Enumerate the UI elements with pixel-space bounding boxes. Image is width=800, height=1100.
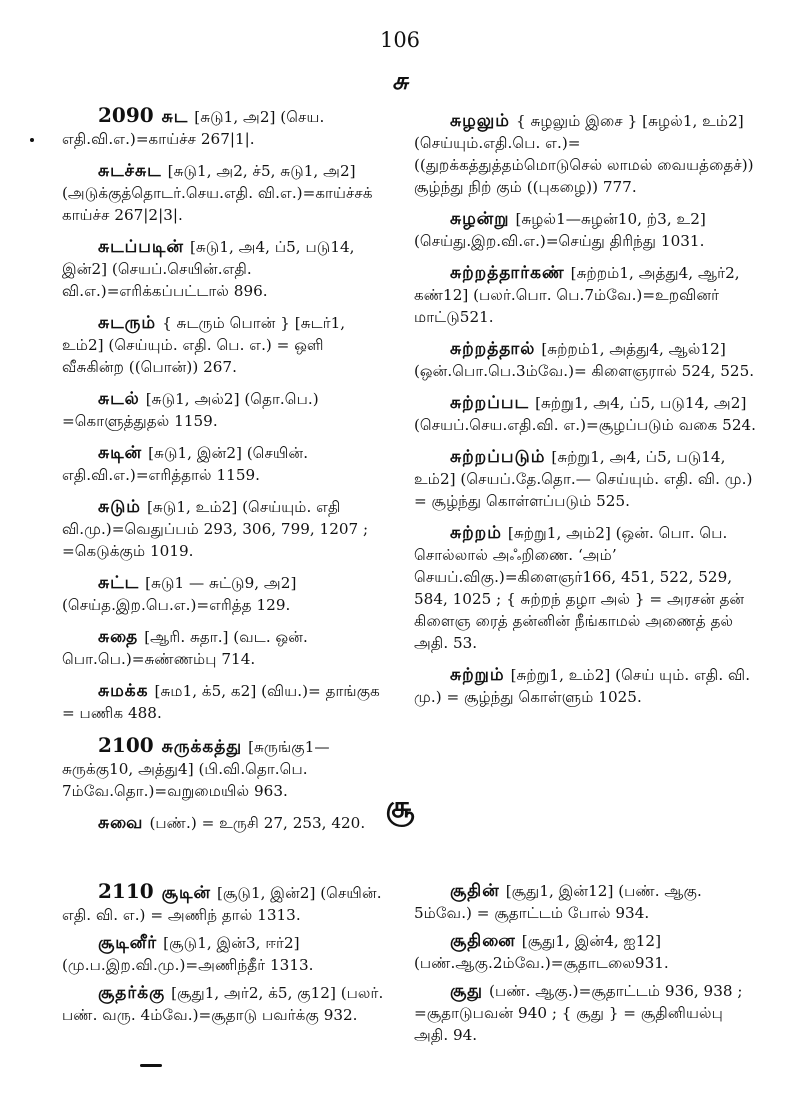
dictionary-entry: [414, 522, 758, 654]
headword: சுட: [161, 107, 189, 127]
headword: சுற்றப்படும்: [450, 447, 546, 467]
definition: [சுற்று1, அ4, ப்5, படு14, அ2] (செயப்.செய.எதி.வி. எ.)=சூழப்படும் வகை 524.: [414, 394, 757, 434]
definition: [சுருங்கு1— சுருக்கு10, அத்து4] (பி.வி.தொ.பெ. 7ம்வே.தொ.)=வறுமையில் 963.: [62, 738, 330, 800]
definition: [சுற்று1, உம்2] (செய் யும். எதி. வி. மு.) = சூழ்ந்து கொள்ளும் 1025.: [414, 666, 751, 706]
definition: [சுற்றம்1, அத்து4, ஆல்12] (ஒன்.பொ.பெ.3ம்வே.)= கிளைஞரால் 524, 525.: [414, 340, 755, 380]
column-4: [414, 880, 758, 1052]
headword: சுடப்படின்: [98, 237, 184, 257]
column-3: [62, 880, 390, 1032]
definition: [சூது1, இன்12] (பண். ஆகு. 5ம்வே.) = சூதாட்டம் போல் 934.: [414, 882, 702, 922]
definition: [சுடு1, இன்2] (செயின். எதி.வி.எ.)=எரித்தால் 1159.: [62, 444, 309, 484]
definition: { சுழலும் இசை } [சுழல்1, உம்2] (செய்யும்.எதி.பெ. எ.)=((துறக்கத்துத்தம்மொடுசெல் லாமல் வையத்தைச்)) சூழ்ந்து நிற் கும் ((புகழை)) 777.: [414, 112, 754, 196]
dictionary-entry: [414, 110, 758, 198]
headword: சூதினை: [450, 931, 516, 951]
definition: [சும1, க்5, க2] (விய.)= தாங்குக = பணிக 488.: [62, 682, 380, 722]
dictionary-entry: [62, 104, 386, 150]
definition: [சுற்று1, அம்2] (ஒன். பொ. பெ. சொல்லால் அஃறிணை. ‘அம்’ செயப்.விகு.)=கிளைஞர்166, 451, 522, 529, 584, 1025 ; { சுற்றந் தழா அல் } = அரசன் தன் கிளைஞ ரைத் தன்னின் நீங்காமல் அணைத் தல் அதி. 53.: [414, 524, 745, 652]
definition: [சூது1, அர்2, க்5, கு12] (பலர். பண். வரு. 4ம்வே.)=சூதாடு பவர்க்கு 932.: [62, 984, 384, 1024]
headword: சூடினீர்: [98, 933, 158, 953]
entry-number: 2100: [98, 733, 154, 757]
dictionary-entry: [414, 880, 758, 924]
headword: சுழலும்: [450, 111, 510, 131]
dictionary-entry: [62, 680, 386, 724]
definition: [சுடு1, அ2] (செய. எதி.வி.எ.)=காய்ச்ச 267|1|.: [62, 108, 325, 148]
headword: சூடின்: [161, 883, 211, 903]
section-heading-soo: சூ: [385, 790, 415, 825]
headword: சுழன்று: [450, 209, 510, 229]
definition: [ஆரி. சுதா.] (வட. ஒன். பொ.பெ.)=சுண்ணம்பு 714.: [62, 628, 308, 668]
definition: [சூடு1, இன்3, ஈர்2] (மு.ப.இற.வி.மு.)=அணிந்தீர் 1313.: [62, 934, 314, 974]
headword: சுவை: [98, 813, 144, 833]
headword: சுடும்: [98, 497, 141, 517]
headword: சுடல்: [98, 389, 140, 409]
dictionary-entry: [62, 932, 390, 976]
headword: சுற்றப்பட: [450, 393, 530, 413]
dictionary-entry: [414, 208, 758, 252]
definition: [சூடு1, இன்2] (செயின். எதி. வி. எ.) = அணிந் தால் 1313.: [62, 884, 382, 924]
dictionary-entry: [414, 392, 758, 436]
dictionary-entry: [62, 160, 386, 226]
definition: [சுடு1, உம்2] (செய்யும். எதி வி.மு.)=வெதுப்பம் 293, 306, 799, 1207 ; =கெடுக்கும் 1019.: [62, 498, 369, 560]
dictionary-entry: [62, 388, 386, 432]
headword: சுடச்சுட: [98, 161, 162, 181]
dictionary-entry: [62, 982, 390, 1026]
page-number: 106: [379, 28, 421, 52]
headword: சுடரும்: [98, 313, 157, 333]
entry-number: 2090: [98, 103, 154, 127]
dictionary-entry: [414, 664, 758, 708]
entry-number: 2110: [98, 879, 154, 903]
column-1: [62, 104, 386, 844]
definition: [சுடு1, அ2, ச்5, சுடு1, அ2] (அடுக்குத்தொடர்.செய.எதி. வி.எ.)=காய்ச்சக் காய்ச்ச 267|2|3|.: [62, 162, 373, 224]
dictionary-entry: [414, 930, 758, 974]
page-mark-dash: [140, 1064, 162, 1067]
margin-dot: [30, 138, 34, 142]
dictionary-entry: [62, 442, 386, 486]
definition: (பண். ஆகு.)=சூதாட்டம் 936, 938 ; =சூதாடுபவன் 940 ; { சூது } = சூதினியல்பு அதி. 94.: [414, 982, 743, 1044]
headword: சுமக்க: [98, 681, 149, 701]
dictionary-entry: [414, 446, 758, 512]
definition: [சுடு1, அ4, ப்5, படு14, இன்2] (செயப்.செயின்.எதி. வி.எ.)=எரிக்கப்பட்டால் 896.: [62, 238, 355, 300]
headword: சுற்றத்தால்: [450, 339, 536, 359]
headword: சுற்றத்தார்கண்: [450, 263, 565, 283]
headword: சுற்றும்: [450, 665, 505, 685]
dictionary-entry: [62, 236, 386, 302]
definition: [சுற்றம்1, அத்து4, ஆர்2, கண்12] (பலர்.பொ. பெ.7ம்வே.)=உறவினர் மாட்டு521.: [414, 264, 740, 326]
dictionary-entry: [62, 626, 386, 670]
headword: சுடின்: [98, 443, 143, 463]
section-heading-su: சு: [392, 66, 408, 95]
headword: சுற்றம்: [450, 523, 502, 543]
dictionary-entry: [414, 338, 758, 382]
definition: [சுற்று1, அ4, ப்5, படு14, உம்2] (செயப்.தே.தொ.— செய்யும். எதி. வி. மு.) = சூழ்ந்து கொள்ளப்படும் 525.: [414, 448, 753, 510]
column-2: [414, 110, 758, 718]
headword: சூதின்: [450, 881, 500, 901]
headword: சூதர்க்கு: [98, 983, 166, 1003]
definition: [சுடு1 — சுட்டு9, அ2] (செய்த.இற.பெ.எ.)=எரித்த 129.: [62, 574, 297, 614]
definition: [சூது1, இன்4, ஐ12] (பண்.ஆகு.2ம்வே.)=சூதாடலை931.: [414, 932, 669, 972]
definition: [சுடு1, அல்2] (தொ.பெ.) =கொளுத்துதல் 1159.: [62, 390, 319, 430]
definition: { சுடரும் பொன் } [சுடர்1, உம்2] (செய்யும். எதி. பெ. எ.) = ஒளி வீசுகின்ற ((பொன்)) 267.: [62, 314, 346, 376]
dictionary-entry: [62, 496, 386, 562]
dictionary-entry: [62, 572, 386, 616]
dictionary-entry: [414, 262, 758, 328]
dictionary-entry: [62, 880, 390, 926]
definition: (பண்.) = உருசி 27, 253, 420.: [149, 814, 366, 832]
dictionary-entry: [62, 312, 386, 378]
dictionary-entry: [414, 980, 758, 1046]
headword: சுருக்கத்து: [161, 737, 243, 757]
headword: சுதை: [98, 627, 139, 647]
headword: சுட்ட: [98, 573, 140, 593]
definition: [சுழல்1—சுழன்10, ற்3, உ2] (செய்து.இற.வி.எ.)=செய்து திரிந்து 1031.: [414, 210, 706, 250]
headword: சூது: [450, 981, 484, 1001]
